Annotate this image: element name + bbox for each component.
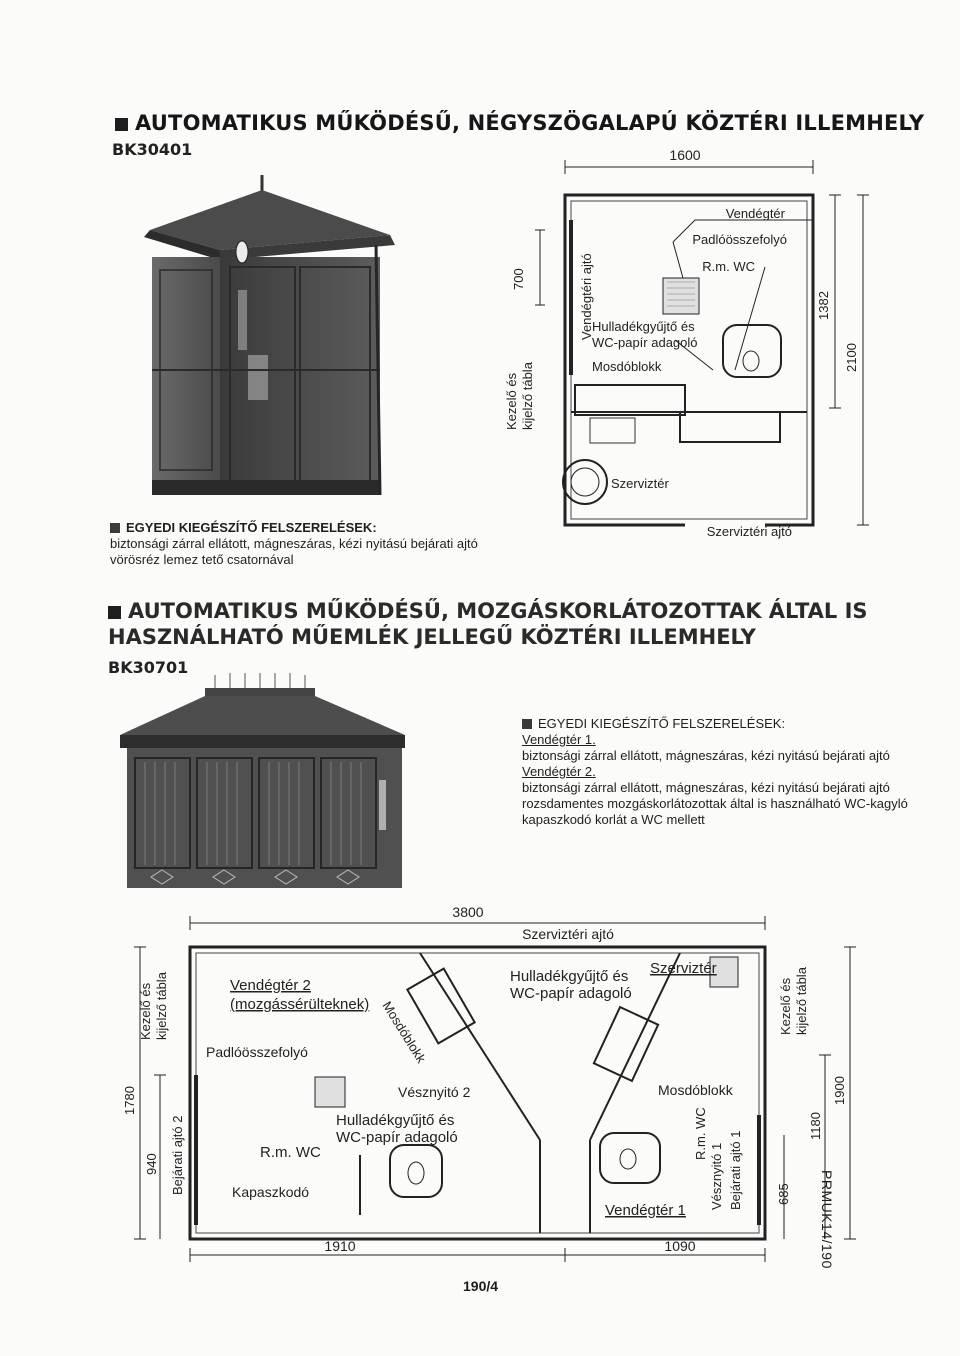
section2-code: BK30701: [108, 658, 189, 677]
section1-extras-line2: vörösréz lemez tető csatornával: [110, 552, 294, 567]
label-szervizter: Szerviztér: [611, 476, 669, 491]
label-hulladekgyujto-s2-1: Hulladékgyűjtő és: [336, 1112, 455, 1129]
dim-1382: 1382: [816, 291, 831, 320]
dim-1910: 1910: [324, 1238, 356, 1254]
label-bejarati-ajto-2: Bejárati ajtó 2: [170, 1115, 185, 1195]
label-vendegter-2: Vendégtér 2: [230, 977, 311, 994]
label-kezelo-right-2: kijelző tábla: [794, 967, 809, 1035]
label-vesznyito-2: Vésznyitó 2: [398, 1084, 471, 1100]
kiosk-photo-bk30401: [130, 175, 430, 505]
bullet-square-icon: [522, 719, 532, 729]
section1-code: BK30401: [112, 140, 193, 159]
label-mosdoblokk-2: Mosdóblokk: [658, 1082, 733, 1098]
dim-700: 700: [511, 268, 526, 290]
section1-title: [115, 111, 924, 135]
label-hulladekgyujto-s1-1: Hulladékgyűjtő és: [510, 968, 629, 985]
section2-v2-line2: rozsdamentes mozgáskorlátozottak által is használható WC-kagyló: [522, 796, 908, 811]
label-mozgasserulteknek: (mozgássérülteknek): [230, 996, 370, 1013]
label-mosdoblokk: Mosdóblokk: [592, 359, 662, 374]
section2-v2-line1: biztonsági zárral ellátott, mágneszáras, kézi nyitású bejárati ajtó: [522, 780, 890, 795]
section2-v1-title: Vendégtér 1.: [522, 732, 596, 747]
bullet-square-icon: [108, 606, 121, 619]
label-kezelo-left-1: Kezelő és: [138, 982, 153, 1040]
label-padloosszefolyo-2: Padlóösszefolyó: [206, 1044, 308, 1060]
label-hulladekgyujto-2: WC-papír adagoló: [592, 335, 698, 350]
dim-1600: 1600: [669, 147, 701, 163]
label-kezelo-2: kijelző tábla: [520, 362, 535, 430]
section1-extras-heading: [110, 520, 490, 536]
kiosk-photo-bk30701: [105, 670, 435, 895]
label-kezelo-1: Kezelő és: [504, 372, 519, 430]
label-kapaszkodo: Kapaszkodó: [232, 1184, 310, 1200]
section2-extras: [522, 716, 942, 828]
label-vendegteri-ajto: Vendégtéri ajtó: [579, 253, 594, 340]
label-rm-wc-rotated: R.m. WC: [693, 1107, 708, 1160]
section1-extras-heading-text: EGYEDI KIEGÉSZÍTŐ FELSZERELÉSEK:: [126, 520, 377, 535]
bullet-square-icon: [110, 523, 120, 533]
section2-extras-heading-text: EGYEDI KIEGÉSZÍTŐ FELSZERELÉSEK:: [538, 716, 786, 731]
section2-title-line1: [108, 598, 948, 624]
bullet-square-icon: [115, 118, 128, 131]
floor-plan-bk30401: [495, 140, 955, 539]
label-bejarati-ajto-1: Bejárati ajtó 1: [728, 1130, 743, 1210]
section1-extras: [110, 520, 490, 568]
section2-title: [108, 598, 948, 650]
section1-title-text: AUTOMATIKUS MŰKÖDÉSŰ, NÉGYSZÖGALAPÚ KÖZTÉRI ILLEMHELY: [135, 111, 925, 135]
label-padloosszefolyo: Padlóösszefolyó: [692, 232, 787, 247]
page-number: 190/4: [463, 1278, 499, 1294]
label-szervizter-2: Szerviztér: [650, 960, 717, 977]
section2-v1-line: biztonsági zárral ellátott, mágneszáras, kézi nyitású bejárati ajtó: [522, 748, 890, 763]
label-hulladekgyujto-s1-2: WC-papír adagoló: [510, 985, 632, 1002]
label-szervizteri-ajto: Szerviztéri ajtó: [706, 524, 792, 539]
label-hulladekgyujto-1: Hulladékgyűjtő és: [592, 319, 695, 334]
section2-v2-line3: kapaszkodó korlát a WC mellett: [522, 812, 705, 827]
label-rm-wc-2: R.m. WC: [260, 1144, 321, 1161]
label-vesznyito-1: Vésznyitó 1: [709, 1142, 724, 1210]
label-kezelo-left-2: kijelző tábla: [154, 972, 169, 1040]
label-szervizteri-ajto-2: Szerviztéri ajtó: [522, 926, 614, 942]
label-vendegter: Vendégtér: [725, 206, 785, 221]
section2-title-line2: HASZNÁLHATÓ MŰEMLÉK JELLEGŰ KÖZTÉRI ILLEMHELY: [108, 625, 756, 649]
section1-extras-line1: biztonsági zárral ellátott, mágneszáras, kézi nyitású bejárati ajtó: [110, 536, 478, 551]
floor-plan-bk30701: [120, 905, 920, 1295]
label-hulladekgyujto-s2-2: WC-papír adagoló: [336, 1129, 458, 1146]
section2-title-line1-text: AUTOMATIKUS MŰKÖDÉSŰ, MOZGÁSKORLÁTOZOTTAK ÁLTAL IS: [128, 599, 868, 623]
section2-v2-title: Vendégtér 2.: [522, 764, 596, 779]
label-kezelo-right-1: Kezelő és: [778, 977, 793, 1035]
label-mosdoblokk-rotated: Mosdóblokk: [379, 998, 429, 1066]
dim-1180: 1180: [808, 1112, 823, 1140]
label-vendegter-1: Vendégtér 1: [605, 1202, 686, 1219]
dim-1900: 1900: [832, 1076, 847, 1105]
side-code: PRMUK14/190: [819, 1170, 835, 1269]
dim-1090: 1090: [664, 1238, 696, 1254]
dim-1780: 1780: [122, 1086, 137, 1115]
dim-940: 940: [144, 1153, 159, 1175]
dim-685: 685: [776, 1183, 791, 1205]
dim-3800: 3800: [452, 904, 484, 920]
dim-2100: 2100: [844, 343, 859, 372]
label-rm-wc: R.m. WC: [702, 259, 755, 274]
section2-extras-heading: [522, 716, 942, 732]
